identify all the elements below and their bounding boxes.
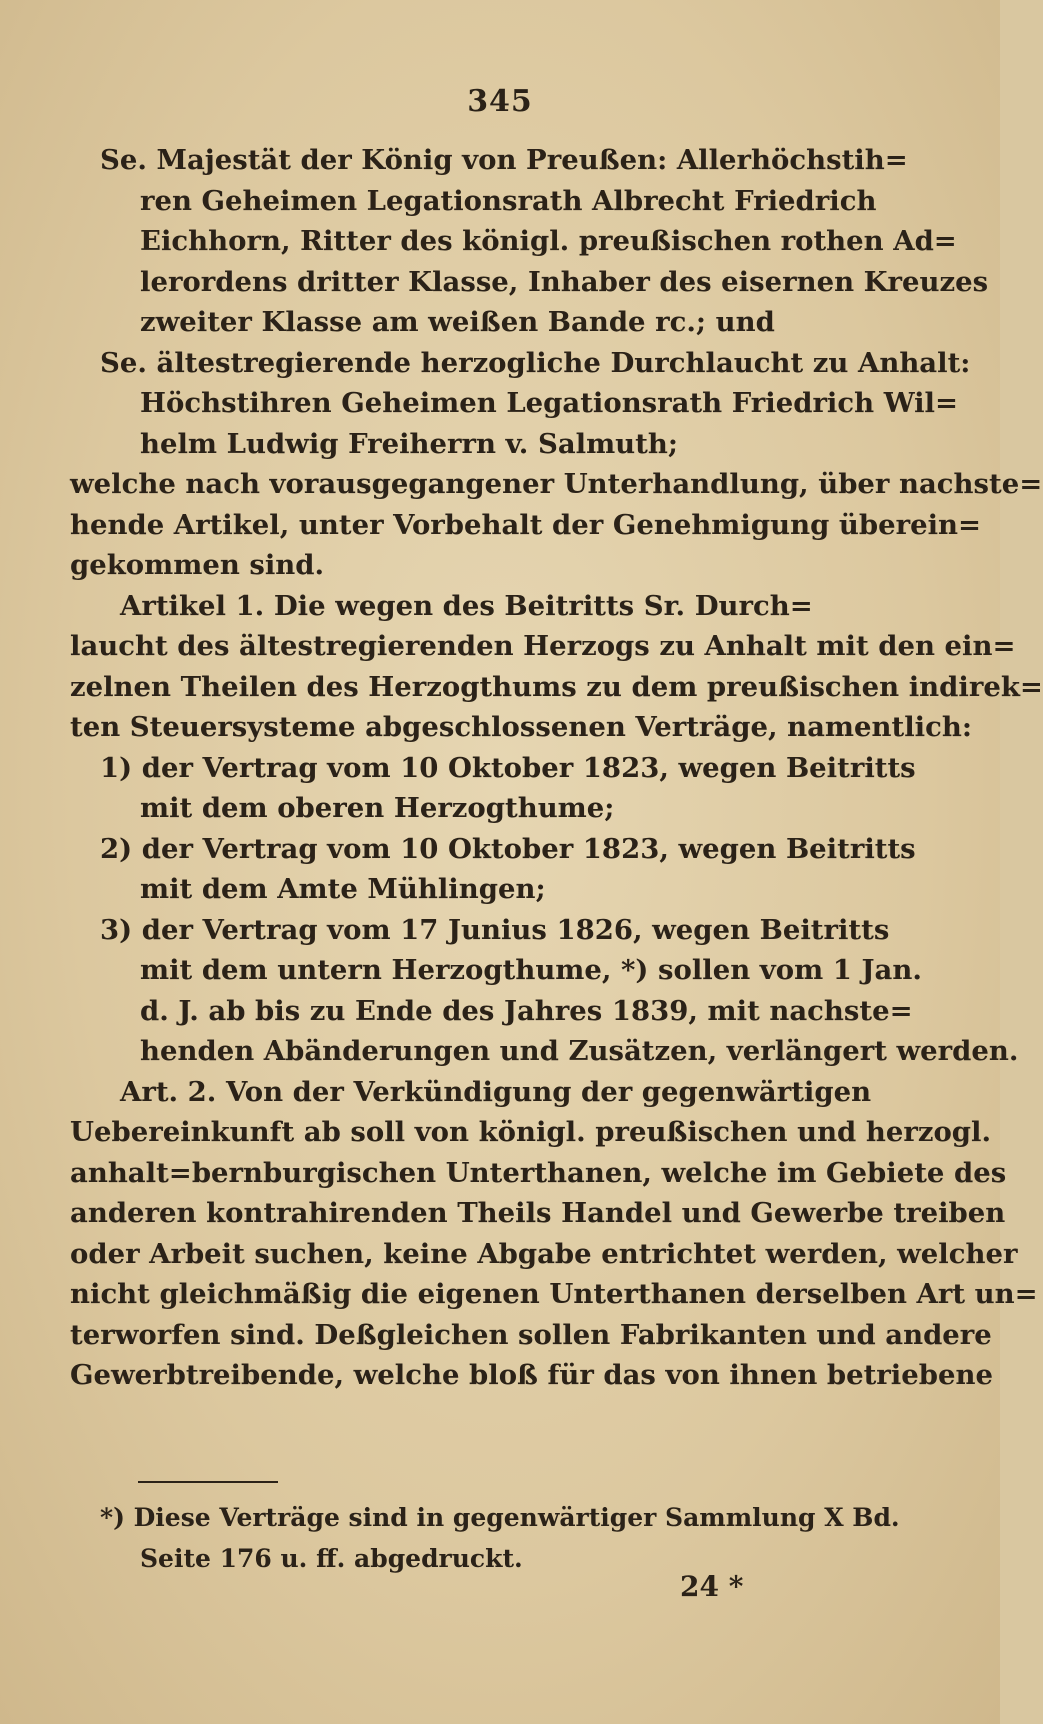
text-line: Se. Majestät der König von Preußen: Allerhöchstih= <box>100 144 908 176</box>
text-line: zweiter Klasse am weißen Bande rc.; und <box>140 306 775 338</box>
text-line: Uebereinkunft ab soll von königl. preußischen und herzogl. <box>70 1116 992 1148</box>
text-line: Artikel 1. Die wegen des Beitritts Sr. Durch= <box>120 589 813 622</box>
text-line: oder Arbeit suchen, keine Abgabe entrichtet werden, welcher <box>70 1237 1018 1270</box>
footnote-line: Seite 176 u. ff. abgedruckt. <box>140 1543 523 1573</box>
text-line: Eichhorn, Ritter des königl. preußischen rothen Ad= <box>140 225 957 257</box>
text-line: 3) der Vertrag vom 17 Junius 1826, wegen Beitritts <box>100 913 890 946</box>
text-line: henden Abänderungen und Zusätzen, verlängert werden. <box>140 1035 1019 1067</box>
text-line: gekommen sind. <box>70 549 325 581</box>
text-line: terworfen sind. Deßgleichen sollen Fabrikanten und andere <box>70 1318 992 1351</box>
text-line: ren Geheimen Legationsrath Albrecht Friedrich <box>140 184 877 217</box>
text-line: Gewerbtreibende, welche bloß für das von ihnen betriebene <box>70 1359 993 1391</box>
text-line: mit dem oberen Herzogthume; <box>140 792 615 824</box>
text-line: 1) der Vertrag vom 10 Oktober 1823, wegen Beitritts <box>100 751 916 784</box>
text-line: hende Artikel, unter Vorbehalt der Genehmigung überein= <box>70 508 982 541</box>
text-line: nicht gleichmäßig die eigenen Unterthanen derselben Art un= <box>70 1278 1038 1310</box>
footnote <box>100 1498 900 1579</box>
text-line: mit dem Amte Mühlingen; <box>140 873 546 905</box>
main-text <box>70 140 1043 1396</box>
page-number: 345 <box>467 84 533 119</box>
text-line: 2) der Vertrag vom 10 Oktober 1823, wegen Beitritts <box>100 832 916 865</box>
text-line: mit dem untern Herzogthume, *) sollen vom 1 Jan. <box>140 954 922 986</box>
text-line: zelnen Theilen des Herzogthums zu dem preußischen indirek= <box>70 670 1043 703</box>
text-line: d. J. ab bis zu Ende des Jahres 1839, mit nachste= <box>140 994 913 1027</box>
text-line: Höchstihren Geheimen Legationsrath Friedrich Wil= <box>140 387 959 419</box>
text-line: anhalt=bernburgischen Unterthanen, welche im Gebiete des <box>70 1156 1007 1189</box>
signature-mark: 24 * <box>680 1570 744 1603</box>
text-line: helm Ludwig Freiherrn v. Salmuth; <box>140 427 679 460</box>
text-line: anderen kontrahirenden Theils Handel und Gewerbe treiben <box>70 1197 1006 1229</box>
text-line: lerordens dritter Klasse, Inhaber des eisernen Kreuzes <box>140 265 989 298</box>
text-line: laucht des ältestregierenden Herzogs zu Anhalt mit den ein= <box>70 630 1016 662</box>
footnote-divider <box>138 1481 278 1483</box>
footnote-line: *) Diese Verträge sind in gegenwärtiger Sammlung X Bd. <box>100 1503 900 1532</box>
text-line: Se. ältestregierende herzogliche Durchlaucht zu Anhalt: <box>100 346 971 379</box>
text-line: welche nach vorausgegangener Unterhandlung, über nachste= <box>70 468 1043 500</box>
text-line: Art. 2. Von der Verkündigung der gegenwärtigen <box>120 1075 872 1108</box>
text-line: ten Steuersysteme abgeschlossenen Verträge, namentlich: <box>70 711 972 743</box>
